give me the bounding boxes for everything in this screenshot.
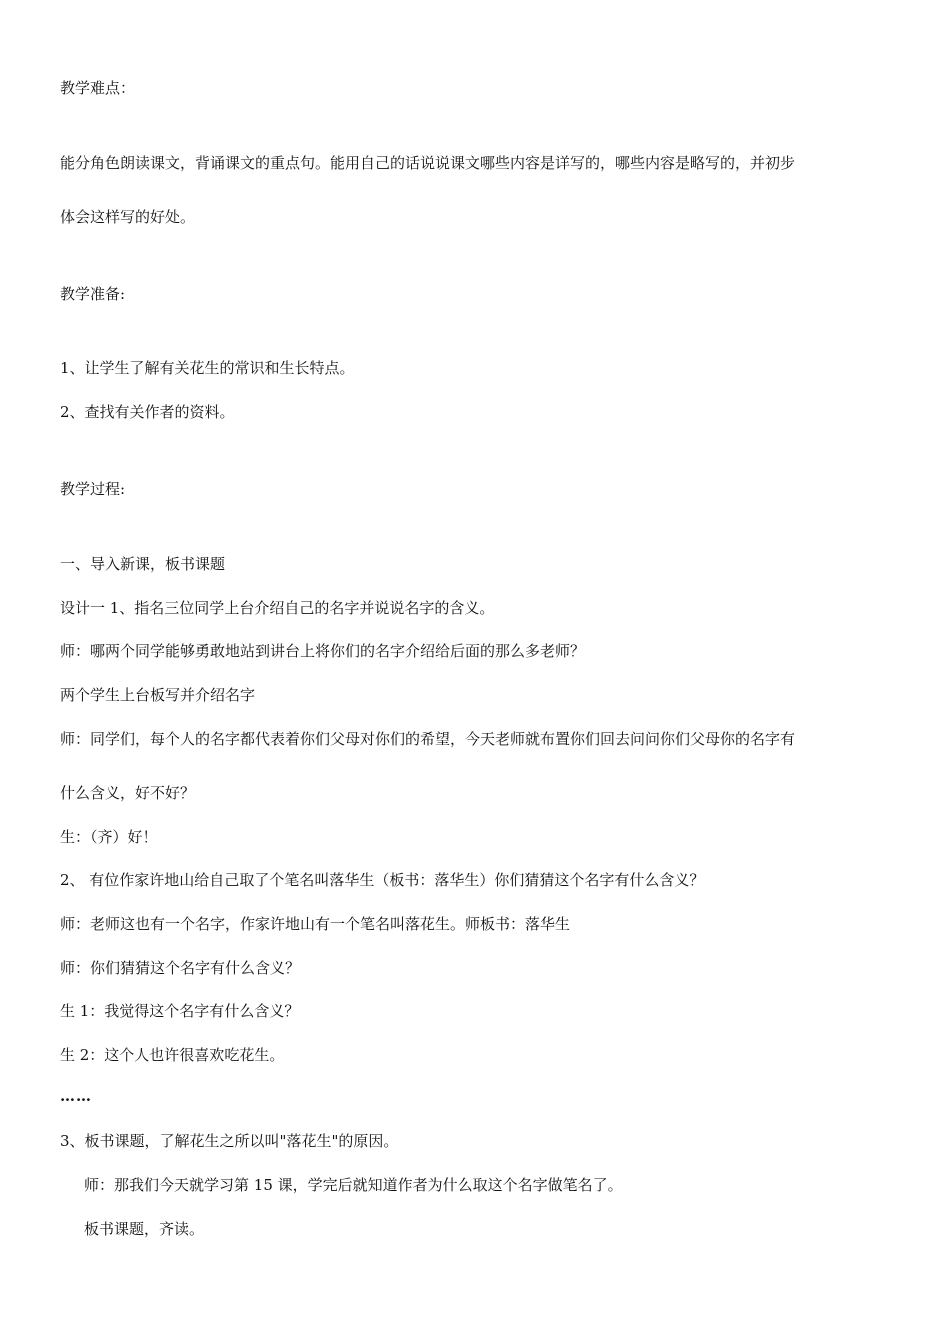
ellipsis-line: …… — [60, 1087, 92, 1105]
teacher-line-1: 师：哪两个同学能够勇敢地站到讲台上将你们的名字介绍给后面的那么多老师？ — [60, 642, 586, 660]
students-action-line: 两个学生上台板写并介绍名字 — [60, 686, 256, 704]
student-2-line: 生 2：这个人也许很喜欢吃花生。 — [60, 1046, 285, 1064]
teacher-line-3: 师：老师这也有一个名字，作家许地山有一个笔名叫落花生。师板书：落华生 — [60, 915, 571, 933]
preparation-item-2: 2、查找有关作者的资料。 — [60, 403, 235, 421]
design-one-step-1: 设计一 1、指名三位同学上台介绍自己的名字并说说名字的含义。 — [60, 599, 495, 617]
student-1-line: 生 1：我觉得这个名字有什么含义？ — [60, 1002, 300, 1020]
paragraph-difficulties-line-1: 能分角色朗读课文，背诵课文的重点句。能用自己的话说说课文哪些内容是详写的，哪些内容是略写的，并初步 — [60, 154, 796, 172]
step-2-line: 2、 有位作家许地山给自己取了个笔名叫落华生（板书：落华生）你们猜猜这个名字有什么含义？ — [60, 871, 705, 889]
heading-teaching-difficulties: 教学难点： — [60, 79, 136, 97]
preparation-item-1: 1、让学生了解有关花生的常识和生长特点。 — [60, 359, 355, 377]
heading-teaching-preparation: 教学准备: — [60, 285, 126, 303]
section-intro-title: 一、导入新课，板书课题 — [60, 555, 226, 573]
teacher-line-2-part-2: 什么含义，好不好？ — [60, 784, 196, 802]
teacher-line-5: 师：那我们今天就学习第 15 课，学完后就知道作者为什么取这个名字做笔名了。 — [84, 1176, 623, 1194]
teacher-line-4: 师：你们猜猜这个名字有什么含义？ — [60, 959, 301, 977]
step-3-line: 3、板书课题，了解花生之所以叫"落花生"的原因。 — [60, 1132, 399, 1150]
heading-teaching-process: 教学过程: — [60, 480, 126, 498]
paragraph-difficulties-line-2: 体会这样写的好处。 — [60, 208, 196, 226]
student-reply-line: 生：（齐）好！ — [60, 828, 158, 846]
board-title-line: 板书课题，齐读。 — [84, 1220, 205, 1238]
teacher-line-2-part-1: 师：同学们，每个人的名字都代表着你们父母对你们的希望，今天老师就布置你们回去问问你们父母你的名字有 — [60, 730, 796, 748]
